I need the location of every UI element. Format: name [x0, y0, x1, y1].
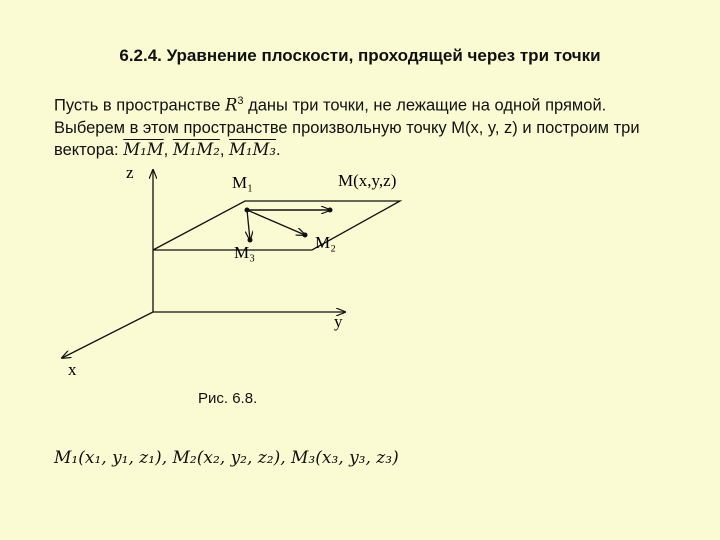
plane [153, 201, 400, 250]
figure-caption: Рис. 6.8. [198, 390, 258, 407]
point-m2 [303, 233, 308, 238]
m2-label: M₂ [315, 233, 337, 252]
space-power: 3 [237, 95, 244, 107]
space-symbol: R [224, 95, 238, 115]
x-axis-label: x [68, 360, 77, 379]
vector-m1m: M₁M [123, 139, 164, 159]
vector-to-m3 [247, 210, 250, 240]
m1-label: M₁ [232, 173, 254, 192]
vector-m1m2: M₁M₂ [172, 139, 220, 159]
paragraph-text-1: Пусть в пространстве [54, 96, 225, 115]
z-axis-label: z [126, 163, 134, 182]
intro-paragraph: Пусть в пространстве $R^3$ даны три точки, не лежащие на одной прямой. Выберем в этом пространстве произвольную точку M(x, y, z) и построим три вектора: M₁M, M₁M₂, M₁M₃. [54, 95, 640, 159]
m-label: M(x,y,z) [338, 171, 397, 190]
y-axis-label: y [334, 312, 343, 331]
vector-to-m2 [247, 210, 305, 235]
m3-label: M₃ [234, 243, 256, 262]
points-formula: M₁(x₁, y₁, z₁), M₂(x₂, y₂, z₂), M₃(x₃, y₃, z₃) [54, 448, 399, 468]
paragraph-text-2: даны три точки, не лежащие на одной прямой. Выберем в этом пространстве произвольную точку M(x, y, z) и построим три вектора: [54, 96, 640, 159]
point-m [328, 208, 333, 213]
point-m3 [248, 238, 253, 243]
x-axis [62, 312, 153, 358]
point-m1 [245, 208, 250, 213]
vector-m1m3: M₁M₃ [229, 139, 277, 159]
section-title: 6.2.4. Уравнение плоскости, проходящей через три точки [119, 46, 601, 65]
